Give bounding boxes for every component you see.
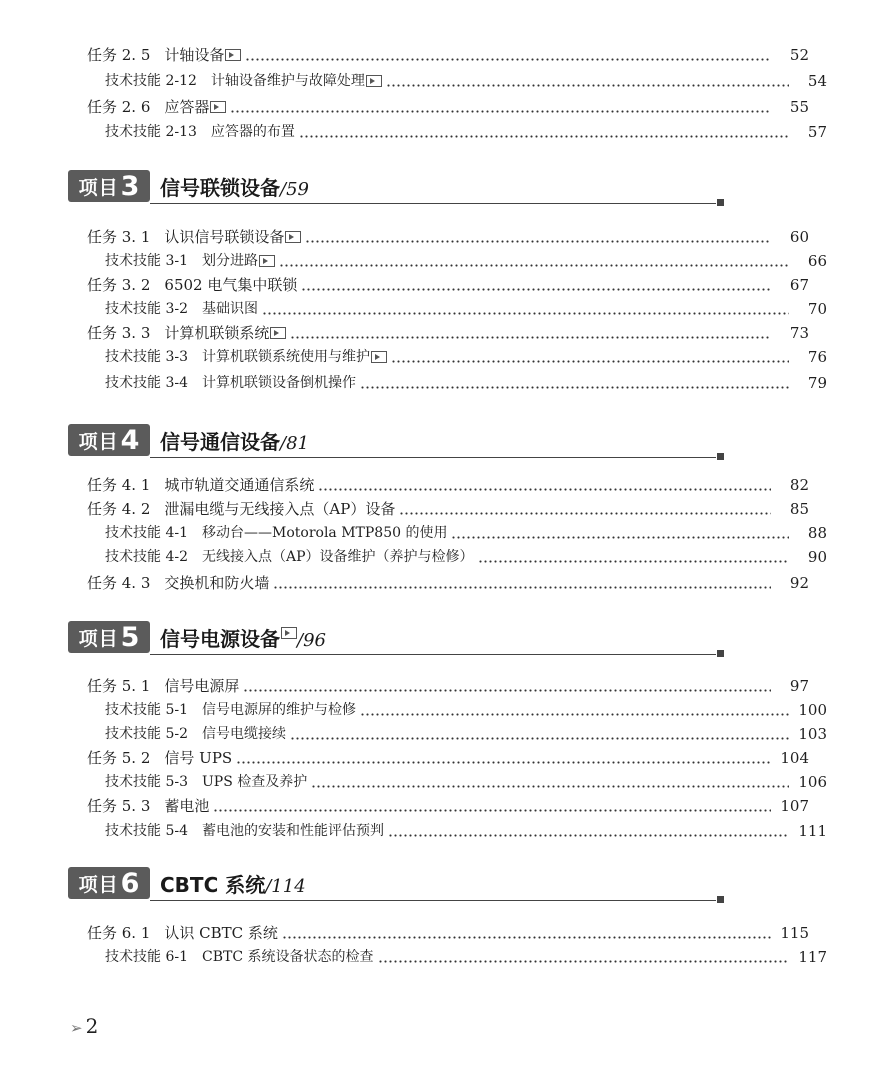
toc-skill-entry[interactable]	[0, 723, 895, 745]
dot-leader	[301, 288, 771, 291]
toc-skill-entry[interactable]	[0, 522, 895, 544]
header-rule	[150, 900, 716, 901]
entry-title: 蓄电池的安装和性能评估预判	[202, 823, 384, 839]
project-badge	[68, 867, 150, 899]
dot-leader	[360, 713, 789, 716]
entry-page-number: 97	[789, 677, 809, 695]
entry-number: 技术技能 5-3	[105, 774, 188, 790]
dot-leader	[282, 936, 771, 939]
entry-title: 认识 CBTC 系统	[164, 924, 278, 942]
entry-number: 任务 2. 6	[87, 98, 151, 116]
entry-number: 技术技能 3-1	[105, 253, 188, 269]
entry-number: 任务 5. 2	[87, 749, 151, 767]
entry-number: 任务 5. 1	[87, 677, 151, 695]
entry-page-number: 104	[780, 749, 809, 767]
dot-leader	[290, 737, 789, 740]
entry-page-number: 117	[798, 948, 827, 966]
entry-page-number: 66	[807, 252, 827, 270]
entry-page-number: 88	[807, 524, 827, 542]
project-title: CBTC 系统	[160, 873, 266, 897]
entry-title: 应答器	[164, 98, 210, 116]
toc-task-entry[interactable]	[0, 572, 877, 594]
video-icon	[210, 101, 226, 113]
dot-leader	[245, 58, 771, 61]
dot-leader	[386, 84, 789, 87]
entry-page-number: 100	[798, 701, 827, 719]
dot-leader	[399, 512, 771, 515]
dot-leader	[360, 386, 789, 389]
entry-title: 信号 UPS	[164, 749, 233, 767]
dot-leader	[213, 809, 771, 812]
project-badge-number: 6	[120, 867, 140, 899]
project-header[interactable]	[68, 621, 724, 655]
dot-leader	[378, 960, 790, 963]
entry-page-number: 57	[807, 123, 827, 141]
toc-task-entry[interactable]	[0, 44, 877, 66]
project-title: 信号联锁设备	[160, 176, 280, 200]
dot-leader	[230, 110, 771, 113]
toc-skill-entry[interactable]	[0, 820, 895, 842]
entry-number: 任务 3. 2	[87, 276, 151, 294]
entry-title: 计算机联锁系统使用与维护	[202, 349, 370, 365]
entry-title: CBTC 系统设备状态的检查	[202, 949, 374, 965]
project-title-wrap	[160, 869, 306, 898]
dot-leader	[262, 312, 789, 315]
entry-title: 计轴设备维护与故障处理	[210, 73, 365, 89]
rule-end-square	[717, 650, 724, 657]
toc-skill-entry[interactable]	[0, 699, 895, 721]
video-icon	[225, 49, 241, 61]
project-badge	[68, 170, 150, 202]
dot-leader	[243, 689, 771, 692]
toc-task-entry[interactable]	[0, 675, 877, 697]
entry-page-number: 79	[807, 374, 827, 392]
entry-number: 技术技能 5-4	[105, 823, 188, 839]
dot-leader	[451, 536, 789, 539]
toc-skill-entry[interactable]	[0, 946, 895, 968]
dot-leader	[478, 560, 789, 563]
toc-task-entry[interactable]	[0, 96, 877, 118]
toc-task-entry[interactable]	[0, 474, 877, 496]
entry-page-number: 70	[807, 300, 827, 318]
entry-page-number: 106	[798, 773, 827, 791]
toc-task-entry[interactable]	[0, 795, 877, 817]
entry-number: 技术技能 4-2	[105, 549, 188, 565]
arrow-icon: ➢	[70, 1019, 83, 1037]
dot-leader	[305, 240, 771, 243]
toc-skill-entry[interactable]	[0, 372, 895, 394]
entry-title: 应答器的布置	[210, 124, 295, 140]
entry-title: 认识信号联锁设备	[164, 228, 285, 246]
entry-title: 划分进路	[202, 253, 258, 269]
entry-number: 技术技能 3-3	[105, 349, 188, 365]
dot-leader	[391, 360, 789, 363]
entry-page-number: 60	[789, 228, 809, 246]
entry-page-number: 107	[780, 797, 809, 815]
dot-leader	[273, 586, 771, 589]
toc-skill-entry[interactable]	[0, 546, 895, 568]
entry-title: 移动台——Motorola MTP850 的使用	[202, 525, 448, 541]
entry-number: 技术技能 3-2	[105, 301, 188, 317]
video-icon	[270, 327, 286, 339]
toc-skill-entry[interactable]	[0, 121, 895, 143]
entry-title: UPS 检查及养护	[202, 774, 308, 790]
toc-task-entry[interactable]	[0, 322, 877, 344]
project-page-number: /59	[280, 179, 309, 200]
rule-end-square	[717, 453, 724, 460]
entry-number: 任务 4. 2	[87, 500, 151, 518]
project-badge-number: 4	[120, 424, 140, 456]
entry-number: 技术技能 2-13	[105, 124, 197, 140]
video-icon	[366, 75, 382, 87]
entry-page-number: 76	[807, 348, 827, 366]
toc-task-entry[interactable]	[0, 274, 877, 296]
entry-number: 任务 5. 3	[87, 797, 151, 815]
entry-title: 城市轨道交通通信系统	[164, 476, 315, 494]
project-badge-label: 项目	[78, 430, 119, 453]
project-title: 信号通信设备	[160, 430, 280, 454]
project-title-wrap	[160, 426, 309, 455]
header-rule	[150, 457, 716, 458]
toc-task-entry[interactable]	[0, 747, 877, 769]
project-title-wrap	[160, 172, 309, 201]
project-header[interactable]	[68, 170, 724, 204]
entry-title: 信号电缆接续	[202, 726, 286, 742]
entry-number: 任务 2. 5	[87, 46, 151, 64]
entry-page-number: 67	[789, 276, 809, 294]
project-header[interactable]	[68, 867, 724, 901]
project-badge-label: 项目	[78, 873, 119, 896]
entry-page-number: 54	[807, 72, 827, 90]
entry-number: 任务 3. 3	[87, 324, 151, 342]
project-page-number: /96	[297, 630, 326, 651]
entry-number: 技术技能 4-1	[105, 525, 188, 541]
toc-skill-entry[interactable]	[0, 298, 895, 320]
entry-number: 任务 4. 1	[87, 476, 151, 494]
entry-title: 计算机联锁设备倒机操作	[202, 375, 356, 391]
entry-number: 技术技能 5-2	[105, 726, 188, 742]
entry-page-number: 82	[789, 476, 809, 494]
entry-page-number: 92	[789, 574, 809, 592]
entry-number: 任务 6. 1	[87, 924, 151, 942]
entry-page-number: 115	[780, 924, 809, 942]
project-badge-number: 5	[120, 621, 140, 653]
header-rule	[150, 203, 716, 204]
dot-leader	[279, 264, 789, 267]
page-number: 2	[85, 1014, 99, 1038]
project-badge	[68, 424, 150, 456]
entry-page-number: 52	[789, 46, 809, 64]
rule-end-square	[717, 896, 724, 903]
project-title: 信号电源设备	[160, 627, 280, 651]
dot-leader	[236, 761, 771, 764]
toc-task-entry[interactable]	[0, 922, 877, 944]
video-icon	[371, 351, 387, 363]
entry-title: 交换机和防火墙	[164, 574, 270, 592]
dot-leader	[318, 488, 771, 491]
entry-number: 任务 3. 1	[87, 228, 151, 246]
toc-task-entry[interactable]	[0, 226, 877, 248]
video-icon	[259, 255, 275, 267]
video-icon	[285, 231, 301, 243]
entry-title: 6502 电气集中联锁	[164, 276, 298, 294]
entry-title: 泄漏电缆与无线接入点（AP）设备	[164, 500, 396, 518]
entry-page-number: 85	[789, 500, 809, 518]
project-header[interactable]	[68, 424, 724, 458]
entry-number: 技术技能 3-4	[105, 375, 188, 391]
video-icon	[281, 627, 297, 639]
dot-leader	[388, 834, 789, 837]
entry-title: 信号电源屏的维护与检修	[202, 702, 356, 718]
rule-end-square	[717, 199, 724, 206]
project-badge-label: 项目	[78, 176, 119, 199]
entry-page-number: 111	[798, 822, 827, 840]
entry-title: 计算机联锁系统	[164, 324, 270, 342]
entry-number: 任务 4. 3	[87, 574, 151, 592]
project-title-wrap	[160, 623, 326, 652]
header-rule	[150, 654, 716, 655]
toc-skill-entry[interactable]	[0, 346, 895, 368]
entry-title: 信号电源屏	[164, 677, 240, 695]
entry-title: 基础识图	[202, 301, 258, 317]
entry-page-number: 55	[789, 98, 809, 116]
project-page-number: /114	[265, 876, 306, 897]
entry-page-number: 90	[807, 548, 827, 566]
project-badge	[68, 621, 150, 653]
dot-leader	[290, 336, 771, 339]
dot-leader	[311, 785, 789, 788]
entry-title: 计轴设备	[164, 46, 225, 64]
project-badge-label: 项目	[78, 627, 119, 650]
entry-number: 技术技能 6-1	[105, 949, 188, 965]
entry-page-number: 103	[798, 725, 827, 743]
entry-title: 蓄电池	[164, 797, 210, 815]
project-page-number: /81	[280, 433, 309, 454]
page-footer	[70, 1014, 98, 1038]
entry-number: 技术技能 2-12	[105, 73, 197, 89]
toc-skill-entry[interactable]	[0, 70, 895, 92]
toc-skill-entry[interactable]	[0, 771, 895, 793]
project-badge-number: 3	[120, 170, 140, 202]
entry-number: 技术技能 5-1	[105, 702, 188, 718]
entry-title: 无线接入点（AP）设备维护（养护与检修）	[202, 549, 474, 565]
dot-leader	[299, 135, 789, 138]
entry-page-number: 73	[789, 324, 809, 342]
toc-task-entry[interactable]	[0, 498, 877, 520]
toc-skill-entry[interactable]	[0, 250, 895, 272]
